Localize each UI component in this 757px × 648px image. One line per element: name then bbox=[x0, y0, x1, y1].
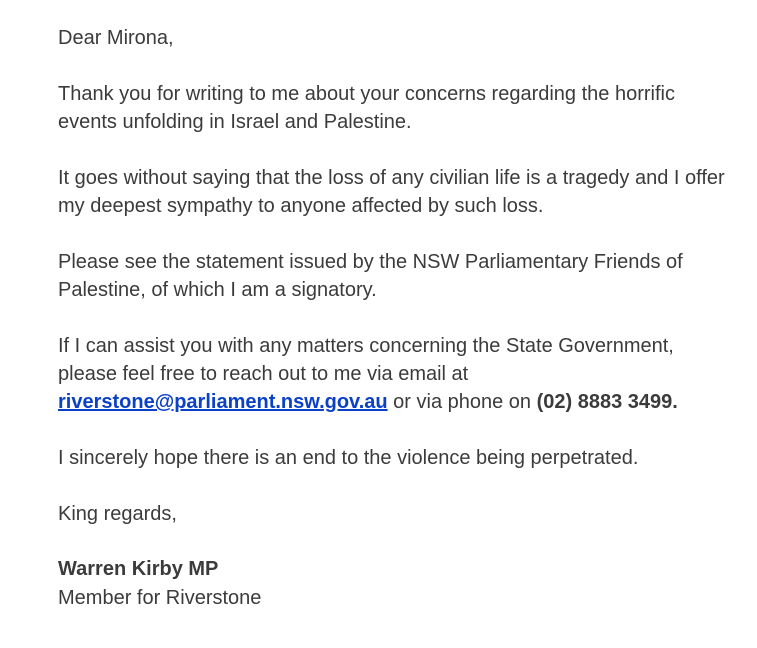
paragraph-contact bbox=[58, 332, 738, 417]
email-link[interactable]: riverstone@parliament.nsw.gov.au bbox=[58, 391, 388, 414]
phone-number: (02) 8883 3499. bbox=[536, 391, 678, 414]
greeting: Dear Mirona, bbox=[58, 27, 174, 49]
paragraph-hope-text: I sincerely hope there is an end to the violence being perpetrated. bbox=[58, 446, 639, 469]
paragraph-thanks-text: Thank you for writing to me about your concerns regarding the horrific events unfolding in Israel and Palestine. bbox=[58, 82, 675, 133]
paragraph-sympathy bbox=[58, 164, 738, 221]
signature-name: Warren Kirby MP bbox=[58, 558, 219, 581]
paragraph-hope bbox=[58, 444, 738, 472]
signature-title: Member for Riverstone bbox=[58, 586, 262, 609]
closing: King regards, bbox=[58, 502, 177, 525]
paragraph-statement bbox=[58, 248, 738, 305]
paragraph-thanks bbox=[58, 80, 738, 137]
paragraph-statement-text: Please see the statement issued by the NSW Parliamentary Friends of Palestine, of which I am a signatory. bbox=[58, 250, 683, 301]
contact-text-middle: or via phone on bbox=[393, 391, 532, 414]
signature-block bbox=[58, 555, 738, 612]
email-letter-body bbox=[58, 24, 738, 612]
contact-text-before: If I can assist you with any matters concerning the State Government, please feel free to reach out to me via email at bbox=[58, 334, 674, 385]
paragraph-sympathy-text: It goes without saying that the loss of any civilian life is a tragedy and I offer my deepest sympathy to anyone affected by such loss. bbox=[58, 166, 725, 217]
